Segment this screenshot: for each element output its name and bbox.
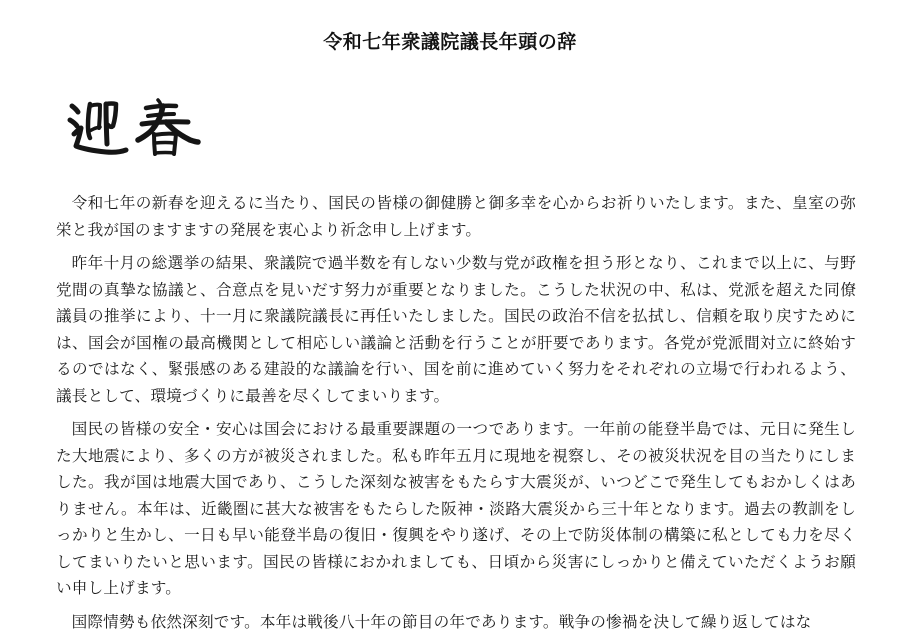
- calligraphy-image: [66, 92, 216, 162]
- body-text: [56, 190, 856, 642]
- paragraph-3: 国民の皆様の安全・安心は国会における最重要課題の一つであります。一年前の能登半島では、元日に発生した大地震により、多くの方が被災されました。私も昨年五月に現地を視察し、その被災状況を目の当たりにしました。我が国は地震大国であり、こうした深刻な被害をもたらす大震災が、いつどこで発生してもおかしくはありません。本年は、近畿圏に甚大な被害をもたらした阪神・淡路大震災から三十年となります。過去の教訓をしっかりと生かし、一日も早い能登半島の復旧・復興をやり遂げ、その上で防災体制の構築に私としても力を尽くしてまいりたいと思います。国民の皆様におかれましても、日頃から災害にしっかりと備えていただくようお願い申し上げます。: [56, 420, 856, 597]
- page-title: 令和七年衆議院議長年頭の辞: [323, 31, 577, 53]
- paragraph-1: 令和七年の新春を迎えるに当たり、国民の皆様の御健勝と御多幸を心からお祈りいたします。また、皇室の弥栄と我が国のますますの発展を衷心より祈念申し上げます。: [56, 194, 856, 239]
- calligraphy-brush-art: [66, 92, 216, 162]
- paragraph-4: 国際情勢も依然深刻です。本年は戦後八十年の節目の年であります。戦争の惨禍を決して繰り返してはな: [71, 612, 812, 631]
- paragraph-2: 昨年十月の総選挙の結果、衆議院で過半数を有しない少数与党が政権を担う形となり、これまで以上に、与野党間の真摯な協議と、合意点を見いだす努力が重要となりました。こうした状況の中、私は、党派を超えた同僚議員の推挙により、十一月に衆議院議長に再任いたしました。国民の政治不信を払拭し、信頼を取り戻すためには、国会が国権の最高機関として相応しい議論と活動を行うことが肝要であります。各党が党派間対立に終始するのではなく、緊張感のある建設的な議論を行い、国を前に進めていく努力をそれぞれの立場で行われるよう、議長として、環境づくりに最善を尽くしてまいります。: [56, 254, 856, 405]
